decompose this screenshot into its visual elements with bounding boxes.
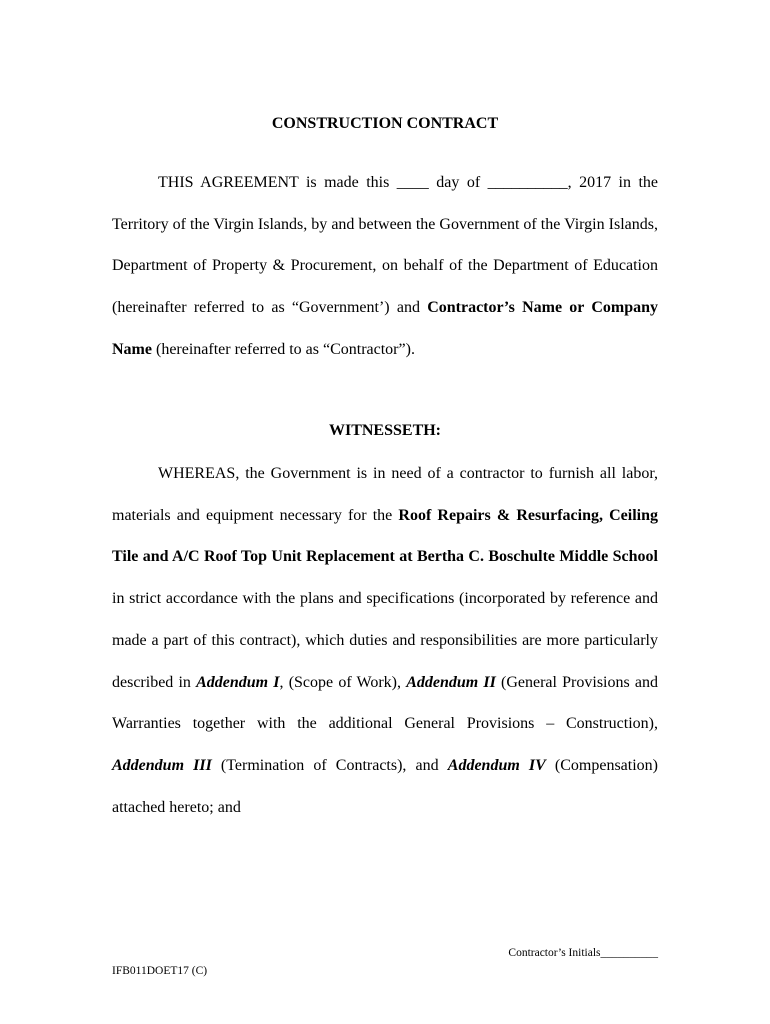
whereas-text-2: in strict accordance with the plans and specifications (incorporated by reference and made a part of this contract), which duties and responsibilities are more particularly described in [112, 590, 658, 691]
addendum-iv: Addendum IV [447, 756, 546, 774]
whereas-text-1: WHEREAS, the Government is in need of a contractor to furnish all labor, materials and equipment necessary for the [112, 465, 658, 524]
whereas-text-6: (Compensation) attached hereto; and [112, 756, 659, 816]
agreement-text-2: (hereinafter referred to as “Contractor”). [151, 340, 415, 358]
whereas-paragraph [112, 453, 658, 828]
addendum-i: Addendum I [196, 673, 280, 691]
whereas-text-5: (Termination of Contracts), and [211, 756, 448, 774]
agreement-text-1: THIS AGREEMENT is made this ____ day of __________, 2017 in the Territory of the Virgin Islands, by and between the Government of the Virgin Islands, Department of Property & Procurement, on behalf of the Department of Education (hereinafter referred to as “Government’) and [112, 174, 658, 317]
addendum-ii: Addendum II [406, 673, 496, 691]
witnesseth-heading: WITNESSETH: [328, 422, 442, 439]
contractor-name-placeholder: Contractor’s Name or Company Name [112, 299, 659, 358]
document-title: CONSTRUCTION CONTRACT [271, 115, 499, 132]
document-code: IFB011DOET17 (C) [112, 965, 208, 977]
project-name: Roof Repairs & Resurfacing, Ceiling Tile and A/C Roof Top Unit Replacement at Bertha C. Boschulte Middle School [112, 506, 659, 566]
contractor-initials-line: Contractor’s Initials__________ [508, 947, 658, 959]
whereas-text-3: , (Scope of Work), [279, 673, 407, 691]
addendum-iii: Addendum III [112, 756, 212, 774]
agreement-paragraph [112, 162, 658, 371]
whereas-text-4: (General Provisions and Warranties together with the additional General Provisions – Construction), [112, 673, 659, 733]
